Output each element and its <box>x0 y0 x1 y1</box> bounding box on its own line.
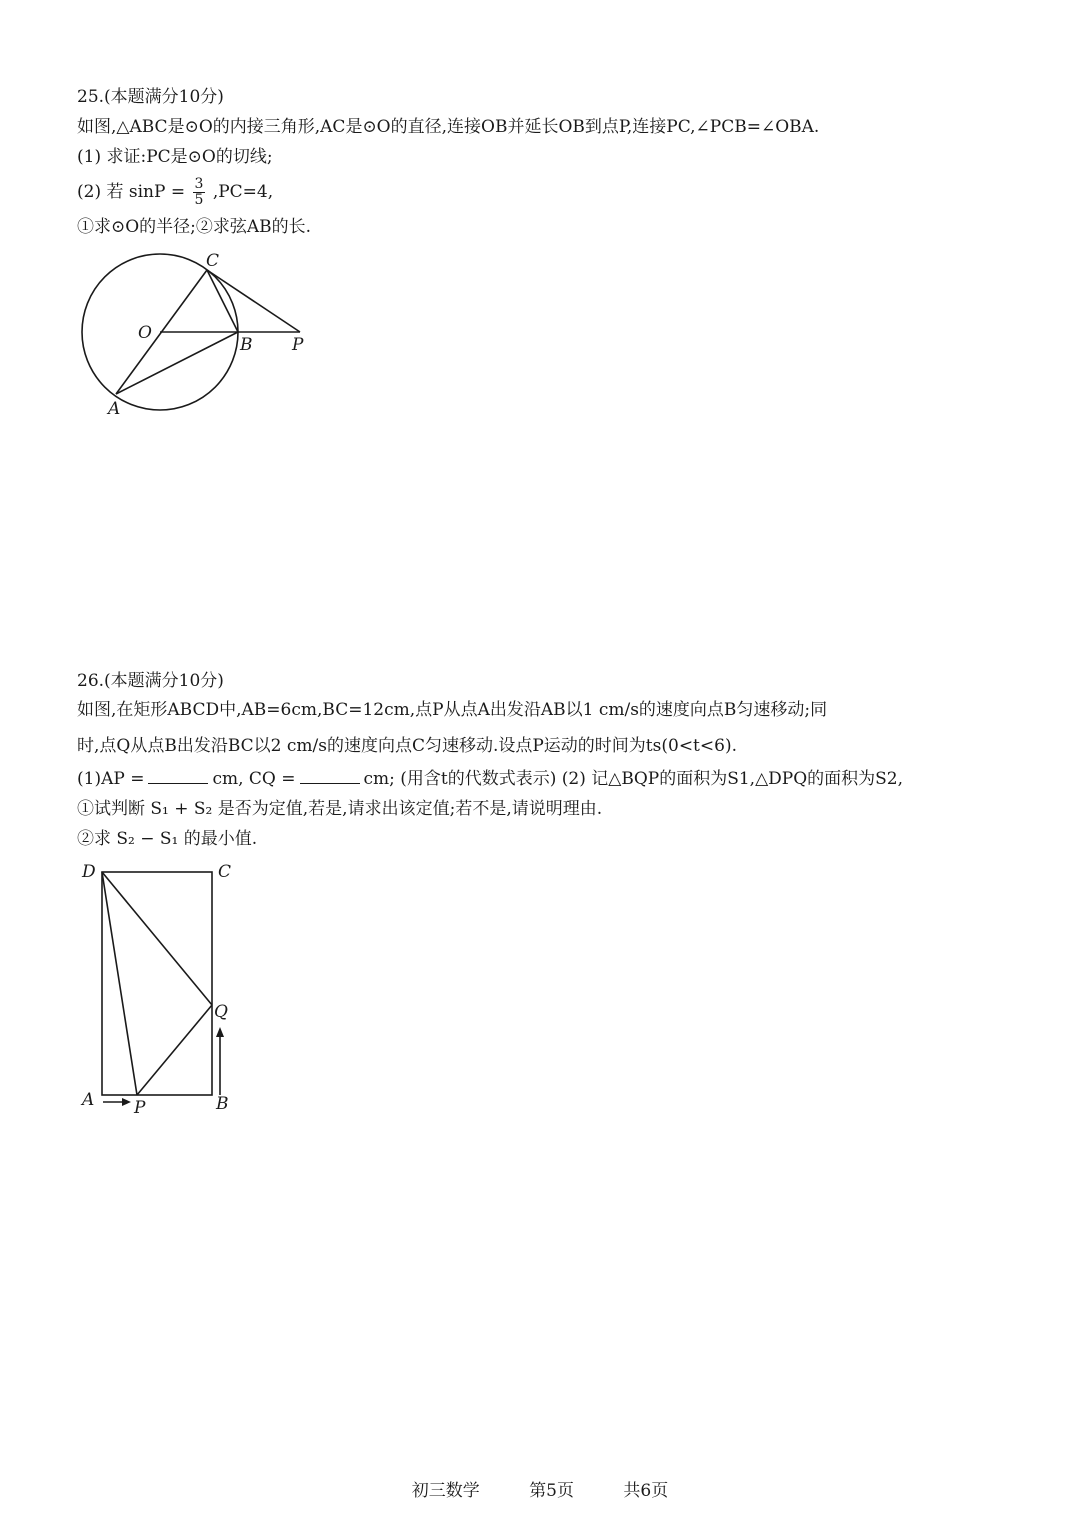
q26-line2: 时,点Q从点B出发沿BC以2 cm/s的速度向点C匀速移动.设点P运动的时间为ts(0<t<6). <box>77 736 737 756</box>
q26-header: 26.(本题满分10分) <box>77 671 224 691</box>
q25-part2-prefix: (2) 若 sinP = <box>77 182 186 202</box>
q25-part2 <box>77 174 273 210</box>
page-footer <box>0 1476 1080 1501</box>
q26-figure <box>70 855 290 1125</box>
q25-fraction <box>193 177 206 208</box>
label-b: B <box>216 1094 229 1114</box>
footer-total-pages: 共6页 <box>623 1481 669 1501</box>
footer-subject: 初三数学 <box>411 1481 480 1501</box>
arrow-p-head-icon <box>122 1098 131 1106</box>
label-b: B <box>240 335 253 355</box>
label-a: A <box>82 1090 95 1110</box>
segment-ab <box>116 332 238 394</box>
q26-line4: ①试判断 S₁ + S₂ 是否为定值,若是,请求出该定值;若不是,请说明理由. <box>77 799 603 819</box>
segment-cb <box>207 270 238 332</box>
cq-answer-blank <box>300 767 360 784</box>
q26-line3-b: cm, CQ = <box>212 769 296 789</box>
label-c: C <box>206 251 220 271</box>
ap-answer-blank <box>148 767 208 784</box>
arrow-q-head-icon <box>216 1027 224 1037</box>
q25-fraction-denominator: 5 <box>194 192 204 208</box>
q26-line3-c: cm; (用含t的代数式表示) (2) 记△BQP的面积为S1,△DPQ的面积为S2, <box>363 769 904 789</box>
segment-pc <box>207 270 300 332</box>
segment-dq <box>102 872 212 1005</box>
footer-page-number: 第5页 <box>529 1481 574 1501</box>
q26-line3 <box>77 766 903 792</box>
q26-line1: 如图,在矩形ABCD中,AB=6cm,BC=12cm,点P从点A出发沿AB以1 cm/s的速度向点B匀速移动;同 <box>77 700 828 720</box>
segment-dp <box>102 872 137 1095</box>
q25-part3: ①求⊙O的半径;②求弦AB的长. <box>77 217 312 237</box>
rectangle-abcd <box>102 872 212 1095</box>
q26-line3-a: (1)AP = <box>77 769 145 789</box>
q25-header: 25.(本题满分10分) <box>77 87 224 107</box>
segment-pq <box>137 1005 212 1095</box>
label-o: O <box>138 323 152 343</box>
q25-part1: (1) 求证:PC是⊙O的切线; <box>77 147 273 167</box>
q25-part2-suffix: ,PC=4, <box>212 182 274 202</box>
q25-intro: 如图,△ABC是⊙O的内接三角形,AC是⊙O的直径,连接OB并延长OB到点P,连接PC,∠PCB=∠OBA. <box>77 117 820 137</box>
label-p: P <box>292 335 304 355</box>
label-d: D <box>82 862 96 882</box>
q25-figure <box>70 248 410 428</box>
label-p: P <box>134 1098 146 1118</box>
label-q: Q <box>214 1002 228 1022</box>
label-a: A <box>108 399 121 419</box>
label-c: C <box>218 862 232 882</box>
q25-fraction-numerator: 3 <box>194 176 204 192</box>
q26-line5: ②求 S₂ − S₁ 的最小值. <box>77 829 258 849</box>
